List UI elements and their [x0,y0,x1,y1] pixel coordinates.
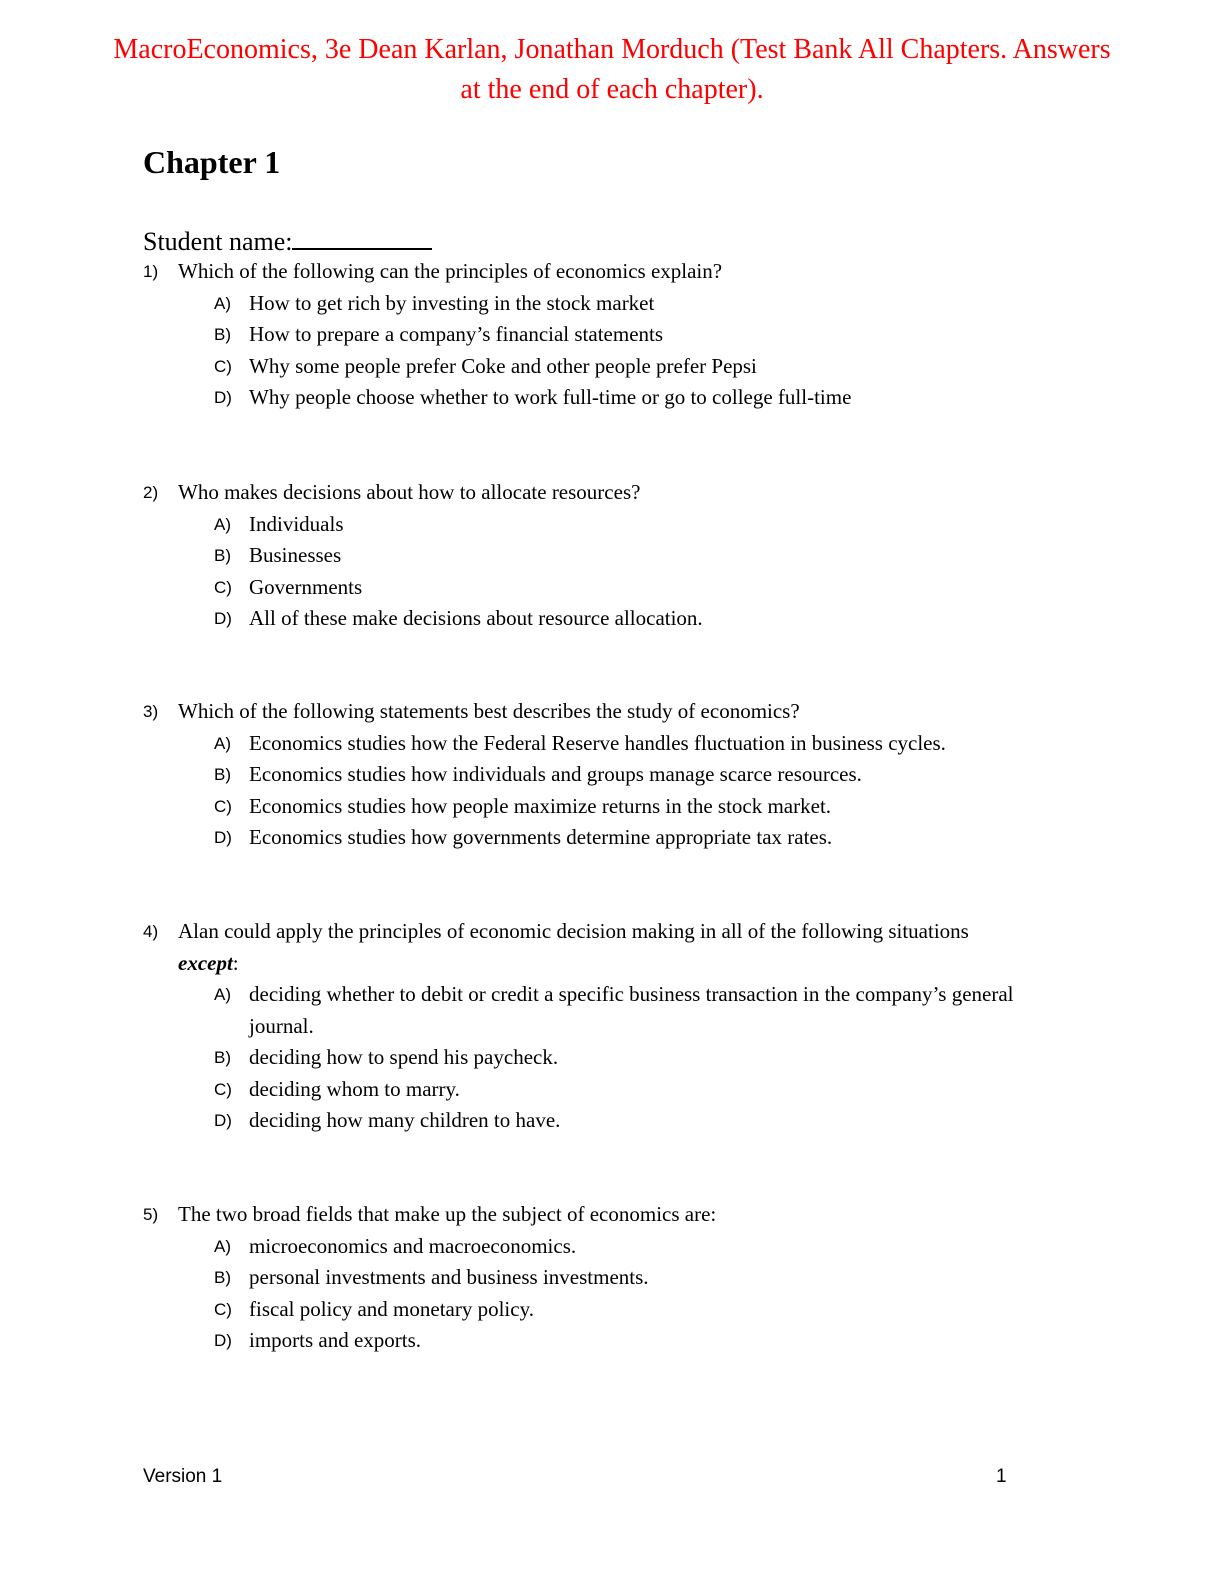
option-letter: D) [214,609,232,628]
question-stem [143,916,1063,979]
option-letter: C) [214,796,232,816]
option-text: Economics studies how individuals and groups manage scarce resources. [249,762,862,786]
option-text: How to prepare a company’s financial statements [249,322,664,346]
option-a [214,1231,1063,1263]
question-stem [143,477,1063,509]
option-text: deciding whether to debit or credit a specific business transaction in the company’s general journal. [249,982,1014,1038]
option-text: Individuals [249,511,344,536]
option-a [214,288,1063,320]
option-c [214,791,1063,823]
option-letter: D) [214,1331,232,1350]
document-banner [30,30,1194,110]
question-text: The two broad fields that make up the subject of economics are: [178,1202,717,1226]
footer-version: Version 1 [143,1466,223,1487]
option-text: Why people choose whether to work full-time or go to college full-time [249,385,852,409]
student-name-blank [292,222,432,250]
option-d [214,1325,1063,1357]
option-list [214,288,1063,414]
question-emphasis: except [178,950,233,975]
option-text: Businesses [249,543,342,567]
option-text: Why some people prefer Coke and other people prefer Pepsi [249,353,757,378]
question-3 [143,696,1063,854]
student-name-label: Student name: [143,227,293,256]
option-letter: D) [214,828,232,847]
page-number: 1 [996,1466,1007,1487]
option-text: deciding whom to marry. [249,1076,460,1101]
option-letter: B) [214,1048,231,1067]
option-letter: D) [214,388,232,407]
option-b [214,319,1063,351]
option-letter: C) [214,1079,232,1099]
option-b [214,1042,1063,1074]
option-letter: D) [214,1111,232,1130]
option-text: How to get rich by investing in the stock market [249,290,655,315]
option-c [214,572,1063,604]
question-2 [143,477,1063,635]
question-text: Which of the following can the principles of economics explain? [178,259,723,283]
student-name-field [143,222,432,259]
option-c [214,351,1063,383]
option-letter: B) [214,546,231,565]
option-c [214,1294,1063,1326]
option-text: Economics studies how governments determine appropriate tax rates. [249,825,833,849]
option-text: fiscal policy and monetary policy. [249,1296,534,1321]
option-list [214,728,1063,854]
question-stem [143,1199,1063,1231]
option-text: imports and exports. [249,1328,422,1352]
option-letter: A) [214,985,231,1004]
question-5 [143,1199,1063,1357]
option-a [214,728,1063,760]
option-c [214,1074,1063,1106]
question-4 [143,916,1063,1137]
question-stem [143,256,1063,288]
question-number: 2) [143,483,159,502]
question-number: 4) [143,922,159,941]
option-b [214,1262,1063,1294]
option-text: Economics studies how the Federal Reserve handles fluctuation in business cycles. [249,730,946,755]
option-letter: C) [214,356,232,376]
question-number: 5) [143,1205,159,1224]
option-letter: C) [214,1299,232,1319]
option-d [214,1105,1063,1137]
question-text: Alan could apply the principles of economic decision making in all of the following situations [178,919,969,943]
option-text: deciding how to spend his paycheck. [249,1045,559,1069]
chapter-title: Chapter 1 [143,144,281,180]
option-d [214,603,1063,635]
option-letter: A) [214,1236,231,1256]
option-text: Economics studies how people maximize returns in the stock market. [249,793,832,818]
option-text: deciding how many children to have. [249,1108,561,1132]
question-text: Which of the following statements best describes the study of economics? [178,699,800,723]
option-b [214,759,1063,791]
option-d [214,382,1063,414]
option-a [214,979,1063,1042]
question-text: Who makes decisions about how to allocate resources? [178,480,641,504]
option-letter: B) [214,765,231,784]
option-list [214,509,1063,635]
option-a [214,509,1063,541]
option-text: microeconomics and macroeconomics. [249,1233,577,1258]
option-list [214,1231,1063,1357]
question-number: 1) [143,262,159,281]
question-number: 3) [143,702,159,721]
banner-line-1: MacroEconomics, 3e Dean Karlan, Jonathan Morduch (Test Bank All Chapters. Answers [113,34,1111,65]
option-letter: A) [214,733,231,753]
option-b [214,540,1063,572]
banner-line-2: at the end of each chapter). [460,74,764,105]
question-stem [143,696,1063,728]
option-text: personal investments and business investments. [249,1265,649,1289]
question-text-end: : [232,950,239,975]
option-letter: A) [214,514,231,534]
option-text: All of these make decisions about resource allocation. [249,606,703,630]
option-letter: A) [214,293,231,313]
option-letter: C) [214,577,232,597]
option-text: Governments [249,574,363,599]
option-d [214,822,1063,854]
option-letter: B) [214,325,231,344]
option-letter: B) [214,1268,231,1287]
option-list [214,979,1063,1137]
question-1 [143,256,1063,414]
